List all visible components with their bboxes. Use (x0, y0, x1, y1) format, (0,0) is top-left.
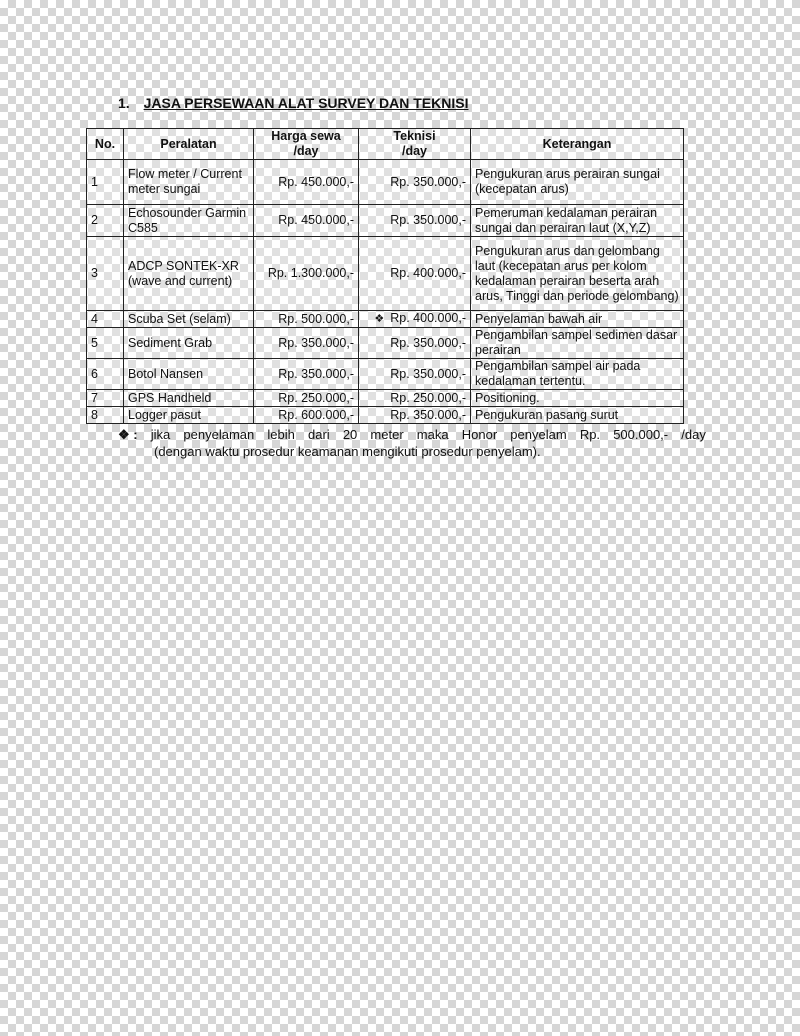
row-no: 1 (87, 160, 124, 205)
header-keterangan: Keterangan (471, 129, 684, 160)
footnote-word: Honor (461, 427, 498, 442)
row-rental-price: Rp. 250.000,- (254, 390, 359, 407)
footnote-word: 500.000,- (613, 427, 669, 442)
row-description: Pengambilan sampel sedimen dasar perairan (471, 328, 684, 359)
section-number: 1. (118, 95, 130, 111)
row-description: Penyelaman bawah air (471, 311, 684, 328)
footnote-word: dari (307, 427, 330, 442)
row-no: 8 (87, 407, 124, 424)
table-header-row (87, 129, 684, 160)
row-equipment: Echosounder Garmin C585 (124, 205, 254, 237)
footnote-word: penyelaman (183, 427, 255, 442)
row-technician-price: Rp. 250.000,- (359, 390, 471, 407)
table-row (87, 328, 684, 359)
table-row (87, 359, 684, 390)
footnote-word: lebih (267, 427, 295, 442)
table-row (87, 205, 684, 237)
footnote-word: maka (416, 427, 449, 442)
row-rental-price: Rp. 450.000,- (254, 160, 359, 205)
footnote-word: Rp. (579, 427, 601, 442)
footnote-word: penyelam (510, 427, 567, 442)
footnote-word: jika (150, 427, 171, 442)
row-description: Pengambilan sampel air pada kedalaman tertentu. (471, 359, 684, 390)
header-teknisi: Teknisi /day (359, 129, 471, 160)
row-technician-price: Rp. 350.000,- (359, 359, 471, 390)
row-equipment: Flow meter / Current meter sungai (124, 160, 254, 205)
row-equipment: GPS Handheld (124, 390, 254, 407)
row-description: Pengukuran arus dan gelombang laut (kecepatan arus per kolom kedalaman perairan beserta arah arus, Tinggi dan periode gelombang) (471, 237, 684, 311)
footnote (118, 426, 706, 460)
section-heading (118, 95, 468, 111)
row-equipment: Botol Nansen (124, 359, 254, 390)
row-technician-price: ❖ Rp. 400.000,- (359, 311, 471, 328)
row-rental-price: Rp. 350.000,- (254, 328, 359, 359)
table-row (87, 237, 684, 311)
table-row (87, 407, 684, 424)
diamond-marker-icon: ❖ (374, 313, 385, 325)
table-row (87, 390, 684, 407)
table-row (87, 311, 684, 328)
row-equipment: Scuba Set (selam) (124, 311, 254, 328)
row-technician-price: Rp. 350.000,- (359, 407, 471, 424)
row-rental-price: Rp. 450.000,- (254, 205, 359, 237)
row-description: Pengukuran pasang surut (471, 407, 684, 424)
row-description: Pengukuran arus perairan sungai (kecepatan arus) (471, 160, 684, 205)
row-rental-price: Rp. 600.000,- (254, 407, 359, 424)
row-no: 7 (87, 390, 124, 407)
section-title: JASA PERSEWAAN ALAT SURVEY DAN TEKNISI (143, 95, 469, 111)
row-rental-price: Rp. 350.000,- (254, 359, 359, 390)
footnote-word: /day (681, 427, 706, 442)
header-no: No. (87, 129, 124, 160)
row-no: 2 (87, 205, 124, 237)
row-technician-price: Rp. 350.000,- (359, 160, 471, 205)
row-no: 5 (87, 328, 124, 359)
header-harga-sewa: Harga sewa /day (254, 129, 359, 160)
row-rental-price: Rp. 1.300.000,- (254, 237, 359, 311)
footnote-line-2: (dengan waktu prosedur keamanan mengikuti prosedur penyelam). (154, 444, 541, 459)
header-peralatan: Peralatan (124, 129, 254, 160)
row-technician-price: Rp. 350.000,- (359, 205, 471, 237)
row-technician-price: Rp. 350.000,- (359, 328, 471, 359)
row-equipment: Logger pasut (124, 407, 254, 424)
row-no: 3 (87, 237, 124, 311)
row-rental-price: Rp. 500.000,- (254, 311, 359, 328)
footnote-line-1 (118, 426, 706, 443)
row-equipment: Sediment Grab (124, 328, 254, 359)
table-row (87, 160, 684, 205)
footnote-marker: ❖ : (118, 427, 138, 442)
footnote-word: meter (370, 427, 404, 442)
footnote-word: 20 (342, 427, 358, 442)
row-technician-price: Rp. 400.000,- (359, 237, 471, 311)
rental-rates-table (86, 128, 684, 424)
row-equipment: ADCP SONTEK-XR (wave and current) (124, 237, 254, 311)
row-no: 4 (87, 311, 124, 328)
row-no: 6 (87, 359, 124, 390)
row-description: Positioning. (471, 390, 684, 407)
row-description: Pemeruman kedalaman perairan sungai dan perairan laut (X,Y,Z) (471, 205, 684, 237)
